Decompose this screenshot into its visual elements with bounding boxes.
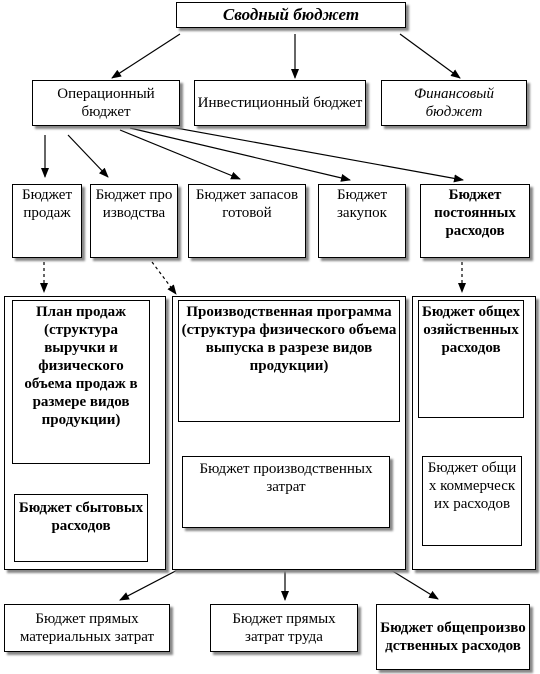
direct-materials-label: Бюджет прямых материальных затрат bbox=[19, 611, 155, 645]
direct-labor-label: Бюджет прямых затрат труда bbox=[232, 611, 336, 645]
operational-budget-label: Операционный бюджет bbox=[57, 86, 155, 120]
sales-budget-label: Бюджет продаж bbox=[21, 187, 73, 221]
stocks-budget-box bbox=[188, 184, 306, 258]
arrow-to-stocks-budget bbox=[120, 130, 240, 179]
arrow-to-production-budget bbox=[68, 135, 108, 177]
production-budget-box bbox=[90, 184, 178, 258]
production-program-label: Производственная программа (структура физического объема выпуска в разрезе видов продукции) bbox=[181, 304, 397, 374]
stocks-budget-label: Бюджет запасов готовой bbox=[195, 187, 299, 221]
direct-materials-box bbox=[4, 604, 170, 652]
investment-budget-box bbox=[194, 80, 366, 126]
general-expenses-label: Бюджет общехозяйственных расходов bbox=[421, 304, 521, 356]
selling-expenses-box bbox=[14, 494, 148, 562]
operational-budget-box bbox=[32, 80, 180, 126]
sales-budget-box bbox=[12, 184, 82, 258]
overhead-box bbox=[376, 604, 530, 670]
sales-plan-box bbox=[12, 300, 150, 464]
fixed-budget-box bbox=[420, 184, 530, 258]
production-costs-label: Бюджет производственных затрат bbox=[199, 461, 373, 495]
investment-budget-label: Инвестиционный бюджет bbox=[197, 95, 363, 111]
purchases-budget-label: Бюджет закупок bbox=[336, 187, 388, 221]
purchases-budget-box bbox=[318, 184, 406, 258]
dashed-arrow-to-production-program bbox=[152, 262, 176, 294]
arrow-to-operational bbox=[112, 34, 180, 78]
consolidated-budget-title: Сводный бюджет bbox=[222, 5, 360, 24]
consolidated-budget-box bbox=[176, 2, 406, 28]
financial-budget-box bbox=[381, 80, 527, 126]
direct-labor-box bbox=[210, 604, 358, 652]
commercial-expenses-label: Бюджет общих коммерческих расходов bbox=[427, 460, 517, 512]
general-expenses-box bbox=[418, 300, 524, 418]
arrow-to-financial bbox=[400, 34, 460, 78]
production-costs-box bbox=[182, 456, 390, 528]
commercial-expenses-box bbox=[422, 456, 522, 546]
selling-expenses-label: Бюджет сбытовых расходов bbox=[18, 500, 144, 534]
production-program-box bbox=[178, 300, 400, 422]
overhead-label: Бюджет общепроизводственных расходов bbox=[380, 620, 526, 654]
sales-plan-label: План продаж (структура выручки и физического объема продаж в размере видов продукции) bbox=[24, 304, 138, 428]
financial-budget-label: Финансовый бюджет bbox=[414, 86, 494, 120]
production-budget-label: Бюджет производства bbox=[95, 187, 173, 221]
fixed-budget-label: Бюджет постоянных расходов bbox=[434, 187, 516, 239]
